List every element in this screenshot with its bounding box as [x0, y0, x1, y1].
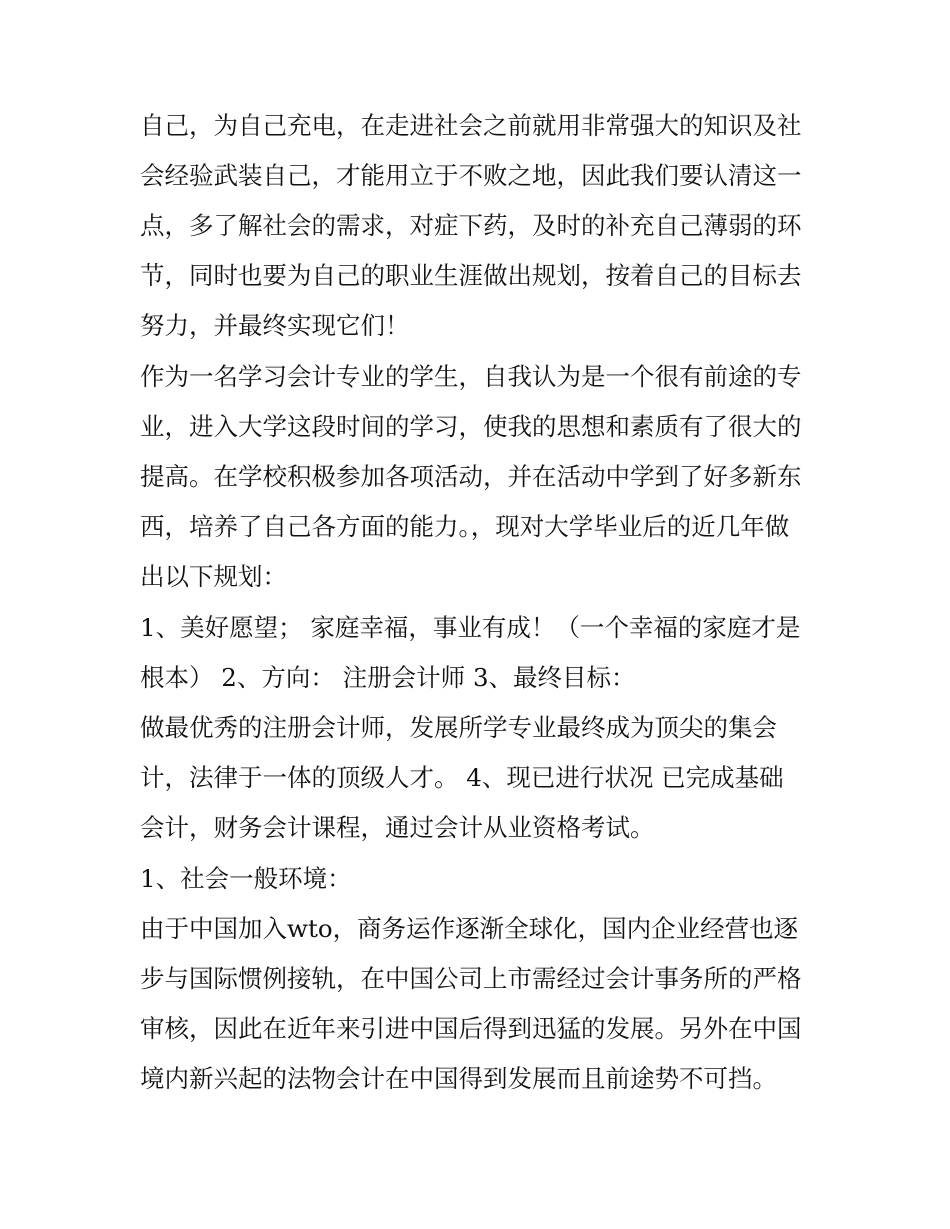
text-line: 出以下规划： — [140, 562, 287, 591]
text-line: 做最优秀的注册会计师，发展所学专业最终成为顶尖的集会 — [140, 713, 777, 742]
text-line: 自己，为自己充电，在走进社会之前就用非常强大的知识及社 — [140, 111, 802, 140]
text-line: 由于中国加入wto，商务运作逐渐全球化，国内企业经营也逐 — [140, 914, 799, 943]
text-line: 点，多了解社会的需求，对症下药，及时的补充自己薄弱的环 — [140, 211, 802, 240]
text-line: 会计，财务会计课程，通过会计从业资格考试。 — [140, 813, 655, 842]
text-line: 计，法律于一体的顶级人才。 4、现已进行状况 已完成基础 — [140, 763, 784, 792]
text-line: 根本） 2、方向： 注册会计师 3、最终目标： — [140, 663, 636, 692]
text-line: 节，同时也要为自己的职业生涯做出规划，按着自己的目标去 — [140, 261, 802, 290]
text-line: 1、社会一般环境： — [140, 864, 352, 893]
text-line: 1、美好愿望； 家庭幸福，事业有成！（一个幸福的家庭才是 — [140, 613, 801, 642]
text-line: 西，培养了自己各方面的能力。，现对大学毕业后的近几年做 — [140, 512, 790, 541]
text-line: 提高。在学校积极参加各项活动，并在活动中学到了好多新东 — [140, 462, 802, 491]
text-line: 业，进入大学这段时间的学习，使我的思想和素质有了很大的 — [140, 412, 802, 441]
text-line: 境内新兴起的法物会计在中国得到发展而且前途势不可挡。 — [140, 1064, 777, 1093]
text-line: 努力，并最终实现它们！ — [140, 311, 410, 340]
text-line: 作为一名学习会计专业的学生，自我认为是一个很有前途的专 — [140, 362, 802, 391]
text-line: 会经验武装自己，才能用立于不败之地，因此我们要认清这一 — [140, 161, 802, 190]
text-line: 步与国际惯例接轨，在中国公司上市需经过会计事务所的严格 — [140, 964, 802, 993]
text-line: 审核，因此在近年来引进中国后得到迅猛的发展。另外在中国 — [140, 1014, 802, 1043]
